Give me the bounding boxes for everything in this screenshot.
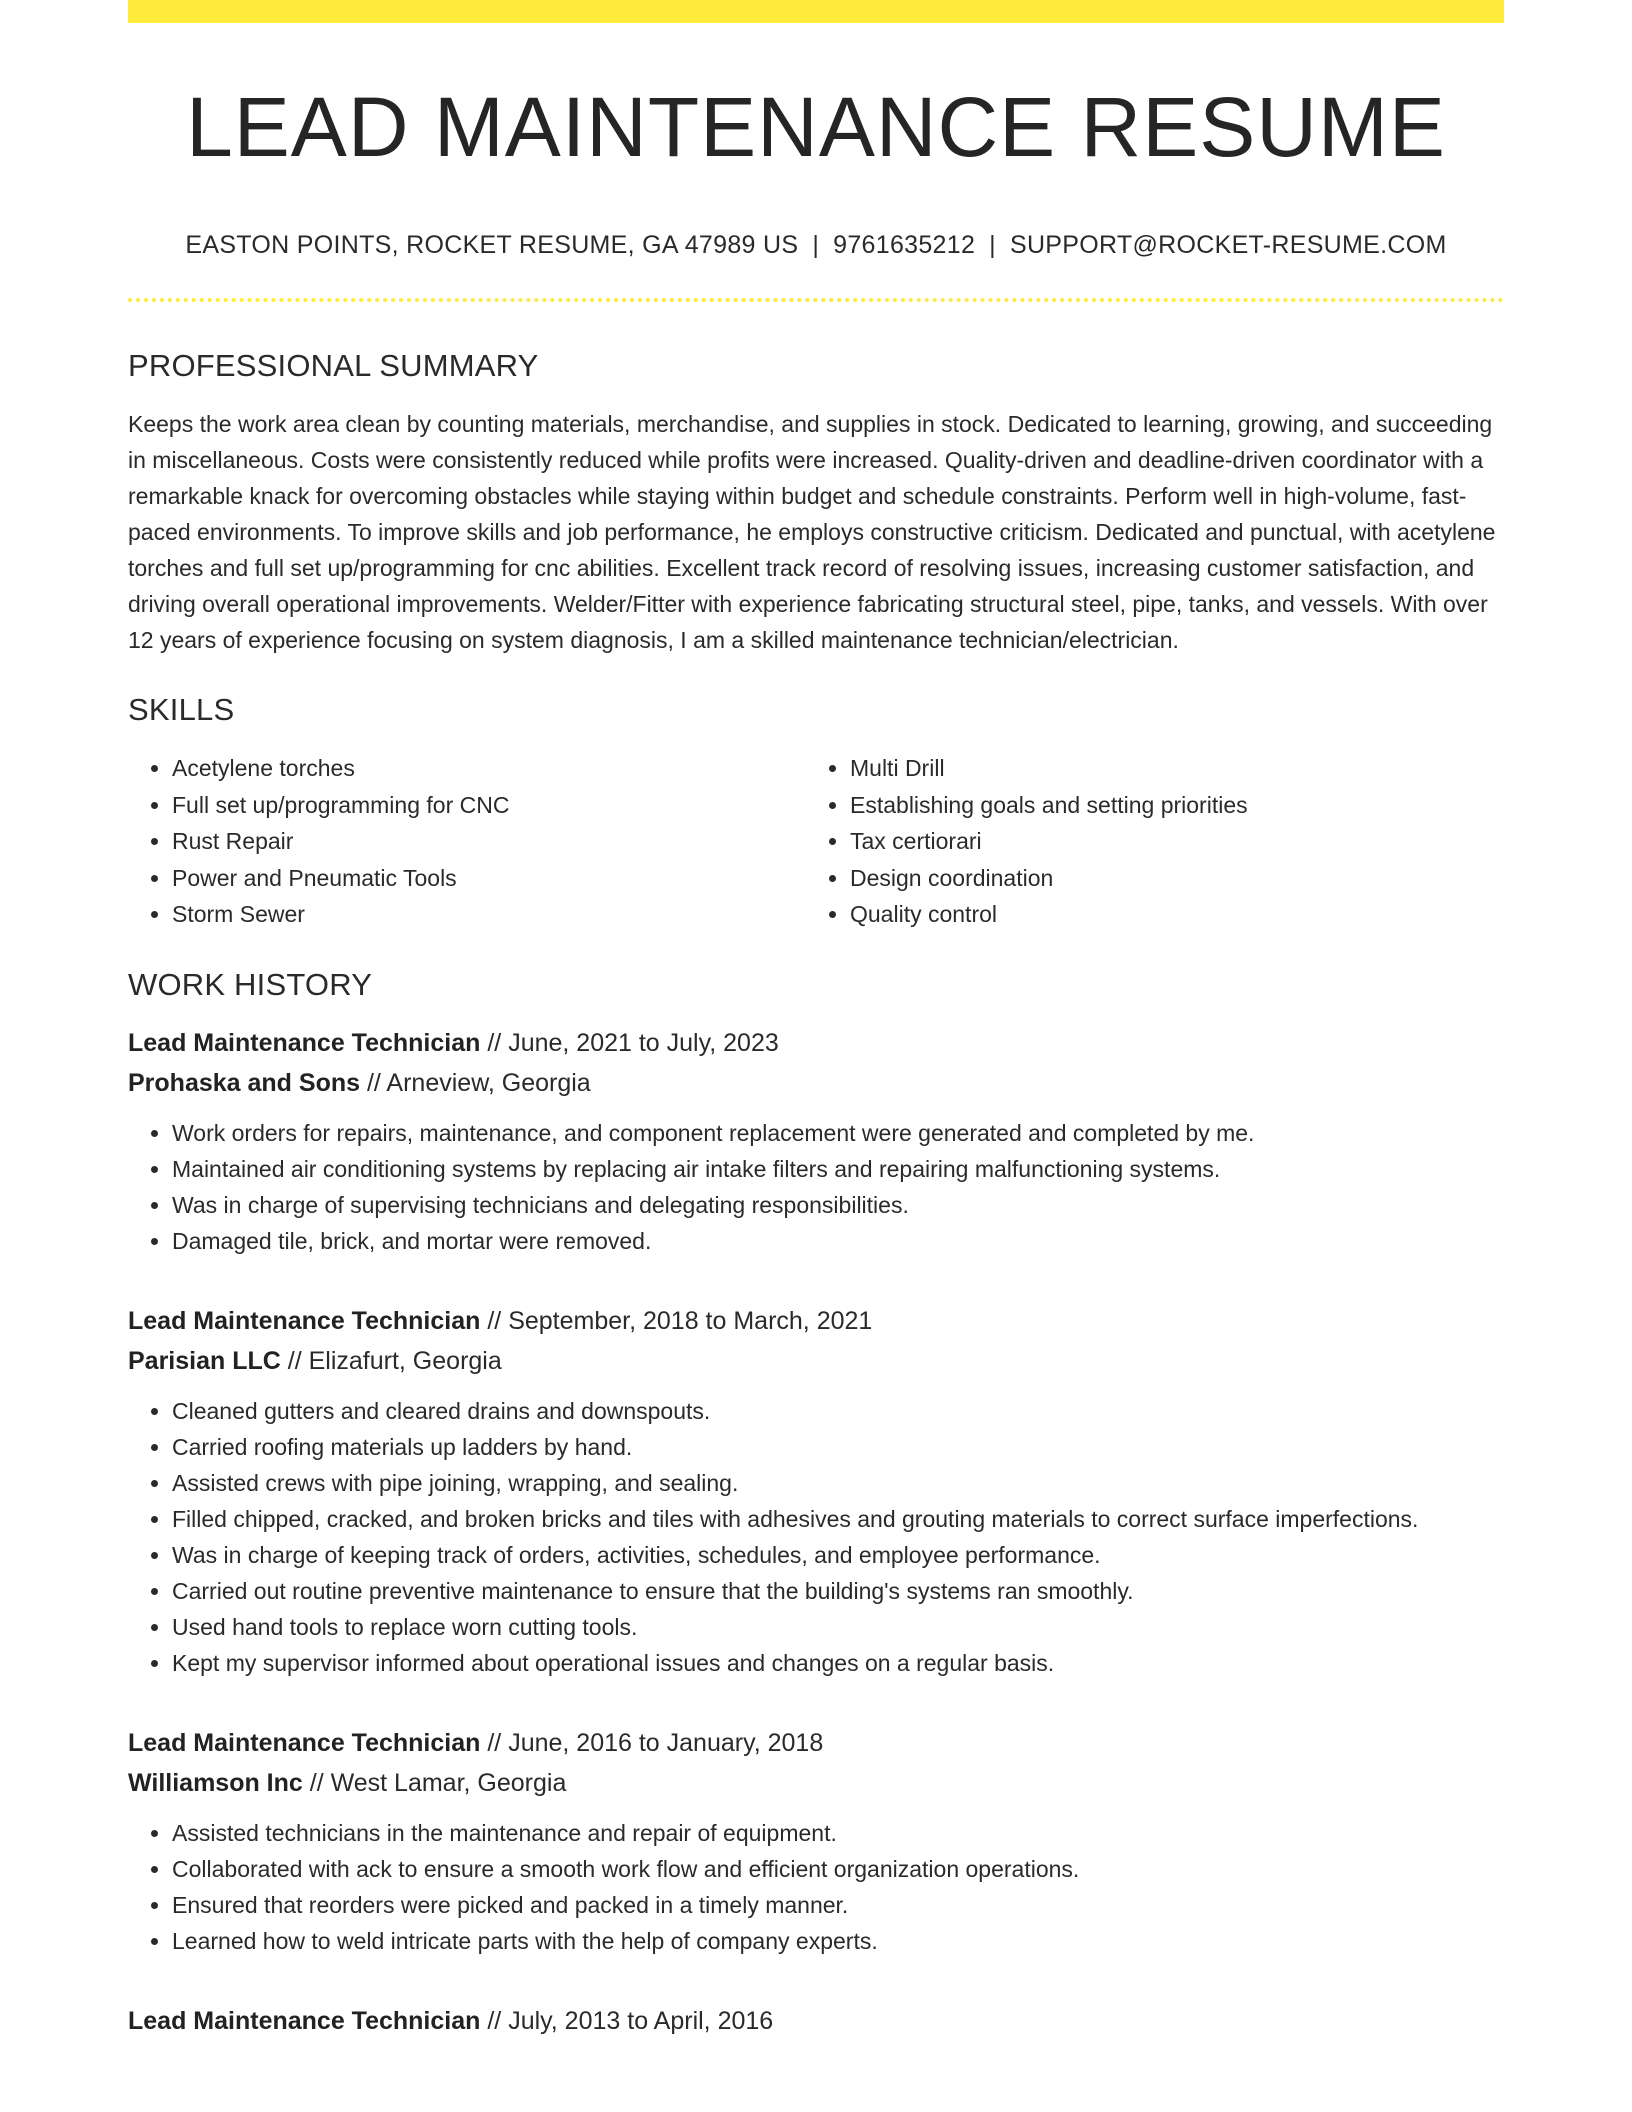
job-title: Lead Maintenance Technician	[128, 2006, 481, 2035]
skills-column-right	[806, 750, 1484, 933]
skill-item: • Design coordination	[850, 860, 1484, 897]
job-bullet: • Carried out routine preventive maintenance to ensure that the building's systems ran smoothly.	[172, 1573, 1504, 1609]
job-bullet: • Assisted technicians in the maintenance and repair of equipment.	[172, 1815, 1504, 1851]
contact-line	[128, 231, 1504, 260]
job-title-line	[128, 1723, 1504, 1763]
job-entry	[128, 1023, 1504, 1259]
skill-item: • Multi Drill	[850, 750, 1484, 787]
job-company: Prohaska and Sons	[128, 1068, 361, 1097]
job-company-line	[128, 1763, 1504, 1803]
job-title: Lead Maintenance Technician	[128, 1728, 481, 1757]
job-location: // Arneview, Georgia	[360, 1068, 591, 1097]
accent-bar	[128, 0, 1504, 23]
resume-page	[128, 0, 1504, 2041]
summary-text: Keeps the work area clean by counting materials, merchandise, and supplies in stock. Dedicated to learning, growing, and succeeding in miscellaneous. Costs were consistently reduced while profits were increased. Quality-driven and deadline-driven coordinator with a remarkable knack for overcoming obstacles while staying within budget and schedule constraints. Perform well in high-volume, fast-paced environments. To improve skills and job performance, he employs constructive criticism. Dedicated and punctual, with acetylene torches and full set up/programming for cnc abilities. Excellent track record of resolving issues, increasing customer satisfaction, and driving overall operational improvements. Welder/Fitter with experience fabricating structural steel, pipe, tanks, and vessels. With over 12 years of experience focusing on system diagnosis, I am a skilled maintenance technician/electrician.	[128, 411, 1496, 653]
skills-heading: SKILLS	[128, 692, 235, 727]
job-bullet: • Cleaned gutters and cleared drains and downspouts.	[172, 1393, 1504, 1429]
skill-item: • Establishing goals and setting priorities	[850, 787, 1484, 824]
job-bullet: • Was in charge of supervising technicians and delegating responsibilities.	[172, 1187, 1504, 1223]
skill-item: • Quality control	[850, 896, 1484, 933]
job-company-line	[128, 1063, 1504, 1103]
job-title-line	[128, 2001, 1504, 2041]
job-bullet: • Was in charge of keeping track of orders, activities, schedules, and employee performance.	[172, 1537, 1504, 1573]
resume-title: LEAD MAINTENANCE RESUME	[186, 80, 1446, 174]
job-bullets	[128, 1815, 1504, 1959]
job-company-line	[128, 1341, 1504, 1381]
skill-item: • Tax certiorari	[850, 823, 1484, 860]
contact-separator: |	[989, 231, 996, 259]
job-bullet: • Learned how to weld intricate parts with the help of company experts.	[172, 1923, 1504, 1959]
job-dates: // June, 2021 to July, 2023	[480, 1028, 779, 1057]
job-company: Parisian LLC	[128, 1346, 281, 1375]
job-bullet: • Filled chipped, cracked, and broken bricks and tiles with adhesives and grouting materials to correct surface imperfections.	[172, 1501, 1504, 1537]
job-dates: // June, 2016 to January, 2018	[480, 1728, 824, 1757]
job-bullet: • Damaged tile, brick, and mortar were removed.	[172, 1223, 1504, 1259]
job-bullet: • Work orders for repairs, maintenance, and component replacement were generated and completed by me.	[172, 1115, 1504, 1151]
job-title: Lead Maintenance Technician	[128, 1028, 481, 1057]
job-bullets	[128, 1115, 1504, 1259]
skills-column-left	[128, 750, 806, 933]
job-company: Williamson Inc	[128, 1768, 303, 1797]
job-bullet: • Collaborated with ack to ensure a smooth work flow and efficient organization operations.	[172, 1851, 1504, 1887]
job-dates: // September, 2018 to March, 2021	[480, 1306, 873, 1335]
job-entry	[128, 1723, 1504, 1959]
contact-email: SUPPORT@ROCKET-RESUME.COM	[1009, 231, 1447, 259]
contact-phone: 9761635212	[833, 231, 976, 259]
job-bullet: • Carried roofing materials up ladders by hand.	[172, 1429, 1504, 1465]
job-location: // West Lamar, Georgia	[302, 1768, 567, 1797]
skill-item: • Full set up/programming for CNC	[172, 787, 806, 824]
work-history-heading: WORK HISTORY	[128, 966, 373, 1002]
job-entry	[128, 2001, 1504, 2041]
skill-item: • Rust Repair	[172, 823, 806, 860]
job-bullet: • Kept my supervisor informed about operational issues and changes on a regular basis.	[172, 1645, 1504, 1681]
skills-list	[128, 750, 1504, 933]
job-title-line	[128, 1301, 1504, 1341]
job-entry	[128, 1301, 1504, 1681]
job-bullets	[128, 1393, 1504, 1681]
dotted-divider	[128, 298, 1504, 302]
job-location: // Elizafurt, Georgia	[280, 1346, 502, 1375]
summary-heading: PROFESSIONAL SUMMARY	[128, 348, 539, 383]
job-title: Lead Maintenance Technician	[128, 1306, 481, 1335]
skill-item: • Storm Sewer	[172, 896, 806, 933]
job-dates: // July, 2013 to April, 2016	[480, 2006, 774, 2035]
job-bullet: • Used hand tools to replace worn cutting tools.	[172, 1609, 1504, 1645]
contact-address: EASTON POINTS, ROCKET RESUME, GA 47989 US	[185, 231, 799, 259]
skill-item: • Power and Pneumatic Tools	[172, 860, 806, 897]
job-bullet: • Ensured that reorders were picked and packed in a timely manner.	[172, 1887, 1504, 1923]
skill-item: • Acetylene torches	[172, 750, 806, 787]
job-bullet: • Assisted crews with pipe joining, wrapping, and sealing.	[172, 1465, 1504, 1501]
contact-separator: |	[812, 231, 820, 259]
job-bullet: • Maintained air conditioning systems by replacing air intake filters and repairing malfunctioning systems.	[172, 1151, 1504, 1187]
job-title-line	[128, 1023, 1504, 1063]
